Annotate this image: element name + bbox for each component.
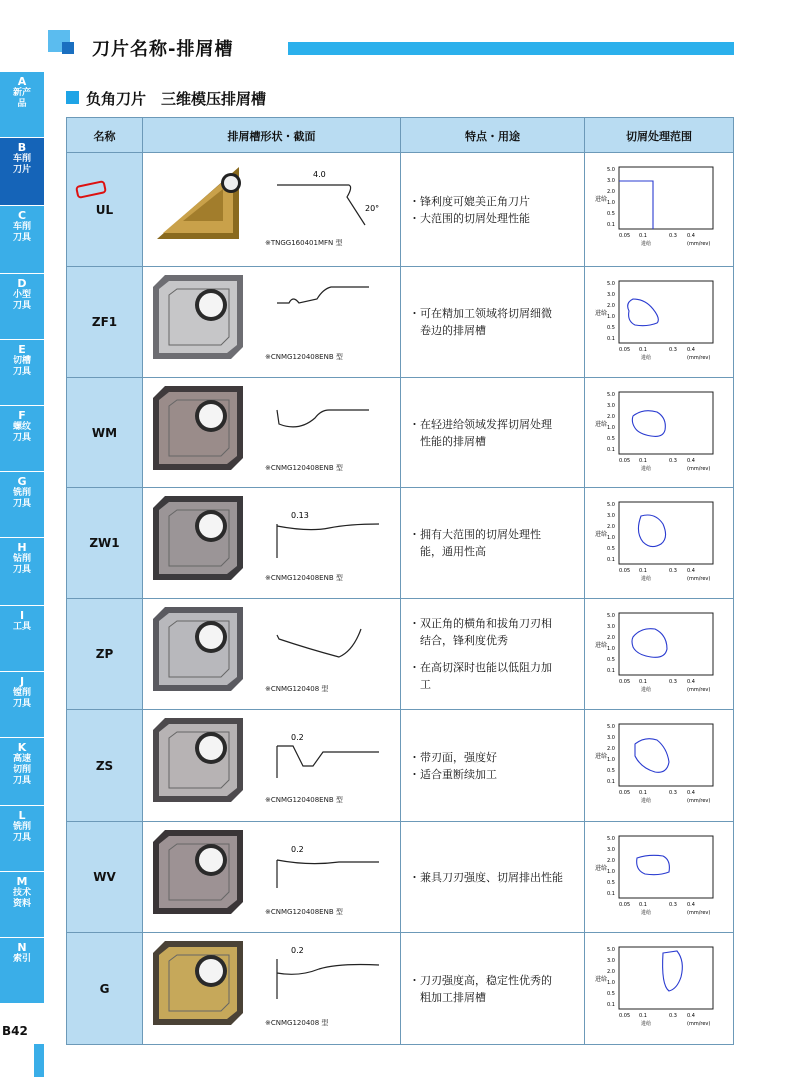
sidebar-tab-letter: L — [18, 809, 26, 822]
section-title: 负角刀片 三维模压排屑槽 — [86, 90, 267, 108]
y-tick-label: 5.0 — [607, 392, 615, 398]
insert-model-note: ※CNMG120408 型 — [265, 685, 329, 693]
shape-cell — [143, 378, 401, 487]
feature-line: ・拥有大范围的切屑处理性 — [409, 528, 541, 541]
feature-line: 卷边的排屑槽 — [409, 324, 486, 337]
sidebar-tab-label: 工具 — [12, 622, 31, 632]
sidebar-tab-i[interactable] — [0, 606, 44, 672]
y-tick-label: 0.1 — [607, 557, 615, 563]
x-tick-label: 0.1 — [639, 790, 647, 796]
table-row — [67, 710, 733, 822]
table-row — [67, 267, 733, 378]
sidebar-tab-label: 小型刀具 — [12, 290, 31, 311]
dimension-label: 0.13 — [291, 511, 309, 520]
y-tick-label: 2.0 — [607, 414, 615, 420]
sidebar-tab-label: 铣削刀具 — [12, 488, 31, 509]
bottom-strip — [34, 1044, 44, 1077]
header-shape: 排屑槽形状・截面 — [143, 118, 401, 153]
x-tick-label: 0.4 — [687, 568, 695, 574]
y-tick-label: 5.0 — [607, 281, 615, 287]
chipbreaker-name: WM — [67, 378, 143, 487]
chip-range-cell — [585, 267, 733, 377]
y-tick-label: 5.0 — [607, 836, 615, 842]
insert-model-note: ※CNMG120408ENB 型 — [265, 464, 343, 472]
features-cell — [401, 153, 585, 266]
y-tick-label: 2.0 — [607, 524, 615, 530]
x-axis-unit: (mm/rev) — [687, 910, 711, 916]
x-tick-label: 0.1 — [639, 233, 647, 239]
y-tick-label: 2.0 — [607, 189, 615, 195]
y-tick-label: 0.1 — [607, 668, 615, 674]
page-number: B42 — [2, 1024, 28, 1038]
features-cell — [401, 822, 585, 932]
y-tick-label: 5.0 — [607, 613, 615, 619]
y-tick-label: 2.0 — [607, 746, 615, 752]
x-axis-unit: (mm/rev) — [687, 355, 711, 361]
page-title: 刀片名称-排屑槽 — [92, 39, 234, 60]
x-tick-label: 0.05 — [619, 347, 631, 353]
x-axis-label: 进给 — [641, 466, 652, 472]
sidebar-tab-e[interactable] — [0, 340, 44, 406]
x-tick-label: 0.3 — [669, 347, 677, 353]
y-tick-label: 3.0 — [607, 958, 615, 964]
header-features: 特点・用途 — [401, 118, 585, 153]
feature-line: 能，通用性高 — [409, 545, 486, 558]
y-tick-label: 0.5 — [607, 325, 615, 331]
chipbreaker-name: UL — [67, 153, 143, 266]
y-tick-label: 2.0 — [607, 635, 615, 641]
y-tick-label: 0.5 — [607, 546, 615, 552]
sidebar-tab-m[interactable] — [0, 872, 44, 938]
sidebar-tab-label: 车削刀具 — [12, 222, 31, 243]
chip-range-chart — [593, 161, 727, 257]
x-tick-label: 0.05 — [619, 790, 631, 796]
insert-model-note: ※CNMG120408ENB 型 — [265, 353, 343, 361]
features-cell — [401, 599, 585, 709]
insert-image — [153, 161, 243, 245]
chapter-index-sidebar — [0, 72, 44, 1077]
sidebar-tab-letter: G — [17, 475, 27, 488]
y-tick-label: 0.1 — [607, 779, 615, 785]
chipbreaker-name: WV — [67, 822, 143, 932]
x-axis-unit: (mm/rev) — [687, 798, 711, 804]
sidebar-tab-letter: I — [19, 609, 25, 622]
sidebar-tab-f[interactable] — [0, 406, 44, 472]
x-tick-label: 0.1 — [639, 568, 647, 574]
shape-cell — [143, 267, 401, 377]
sidebar-tab-label: 索引 — [12, 954, 31, 964]
x-tick-label: 0.4 — [687, 347, 695, 353]
insert-model-note: ※TNGG160401MFN 型 — [265, 239, 343, 247]
sidebar-tab-c[interactable] — [0, 206, 44, 274]
feature-line: 结合，锋利度优秀 — [409, 634, 508, 647]
sidebar-tab-letter: D — [17, 277, 27, 290]
x-tick-label: 0.4 — [687, 679, 695, 685]
table-row — [67, 378, 733, 488]
x-tick-label: 0.4 — [687, 233, 695, 239]
x-tick-label: 0.1 — [639, 1013, 647, 1019]
x-tick-label: 0.3 — [669, 568, 677, 574]
x-tick-label: 0.1 — [639, 902, 647, 908]
x-axis-label: 进给 — [641, 910, 652, 916]
table-row — [67, 822, 733, 933]
features-cell — [401, 933, 585, 1044]
x-tick-label: 0.05 — [619, 458, 631, 464]
cross-section-profile — [269, 277, 389, 347]
chip-range-chart — [593, 386, 727, 482]
feature-line: ・适合重断续加工 — [409, 767, 497, 781]
cross-section-profile — [269, 832, 389, 902]
x-axis-label: 进给 — [641, 576, 652, 582]
y-tick-label: 0.5 — [607, 991, 615, 997]
sidebar-tab-letter: C — [17, 209, 27, 222]
y-tick-label: 2.0 — [607, 969, 615, 975]
sidebar-tab-label: 技术资料 — [12, 888, 31, 909]
sidebar-tab-letter: H — [17, 541, 27, 554]
table-header — [67, 118, 733, 153]
x-tick-label: 0.4 — [687, 1013, 695, 1019]
feature-line: ・在轻进给领域发挥切屑处理 — [409, 417, 552, 431]
y-axis-label: 进给 — [595, 642, 608, 649]
chipbreaker-name: ZF1 — [67, 267, 143, 377]
feature-line: ・带刃面，强度好 — [409, 750, 497, 764]
sidebar-tab-h[interactable] — [0, 538, 44, 606]
sidebar-tab-d[interactable] — [0, 274, 44, 340]
angle-label: 20° — [365, 204, 380, 213]
feature-line: ・大范围的切屑处理性能 — [409, 211, 530, 225]
insert-model-note: ※CNMG120408ENB 型 — [265, 574, 343, 582]
insert-model-note: ※CNMG120408 型 — [265, 1019, 329, 1027]
y-tick-label: 2.0 — [607, 858, 615, 864]
y-axis-label: 进给 — [595, 865, 608, 872]
y-axis-label: 进给 — [595, 421, 608, 428]
sidebar-tab-label: 车削刀片 — [12, 154, 31, 175]
y-tick-label: 3.0 — [607, 847, 615, 853]
chip-range-cell — [585, 822, 733, 932]
insert-image — [153, 941, 243, 1025]
x-tick-label: 0.05 — [619, 568, 631, 574]
features-cell — [401, 488, 585, 598]
chip-range-chart — [593, 830, 727, 926]
insert-image — [153, 275, 243, 359]
y-tick-label: 5.0 — [607, 724, 615, 730]
cross-section-profile — [269, 498, 389, 568]
table-row — [67, 599, 733, 710]
header-bar — [288, 42, 734, 55]
x-tick-label: 0.3 — [669, 902, 677, 908]
y-tick-label: 0.5 — [607, 436, 615, 442]
y-tick-label: 0.1 — [607, 447, 615, 453]
y-tick-label: 0.1 — [607, 891, 615, 897]
x-axis-label: 进给 — [641, 241, 652, 247]
y-axis-label: 进给 — [595, 531, 608, 538]
sidebar-tab-j[interactable] — [0, 672, 44, 738]
sidebar-tab-a[interactable] — [0, 72, 44, 138]
x-tick-label: 0.4 — [687, 790, 695, 796]
chip-range-chart — [593, 718, 727, 814]
chip-range-cell — [585, 710, 733, 821]
y-axis-label: 进给 — [595, 196, 608, 203]
shape-cell — [143, 599, 401, 709]
header-name: 名称 — [67, 118, 143, 153]
chip-range-cell — [585, 599, 733, 709]
shape-cell — [143, 488, 401, 598]
sidebar-tab-label: 铣削刀具 — [12, 822, 31, 843]
y-tick-label: 0.1 — [607, 336, 615, 342]
chipbreaker-name: ZS — [67, 710, 143, 821]
feature-line: ・锋利度可媲美正角刀片 — [409, 194, 530, 208]
shape-cell — [143, 710, 401, 821]
shape-cell — [143, 933, 401, 1044]
x-axis-unit: (mm/rev) — [687, 576, 711, 582]
y-tick-label: 0.5 — [607, 880, 615, 886]
x-tick-label: 0.4 — [687, 902, 695, 908]
feature-line: 粗加工排屑槽 — [409, 990, 486, 1004]
sidebar-tab-label: 新产品 — [12, 88, 31, 109]
dimension-label: 0.2 — [291, 845, 304, 854]
y-tick-label: 5.0 — [607, 947, 615, 953]
y-tick-label: 1.0 — [607, 869, 615, 875]
insert-model-note: ※CNMG120408ENB 型 — [265, 908, 343, 916]
sidebar-tab-label: 螺纹刀具 — [12, 422, 31, 443]
cross-section-profile — [269, 163, 389, 233]
insert-image — [153, 607, 243, 691]
table-row — [67, 153, 733, 267]
shape-cell — [143, 153, 401, 266]
y-tick-label: 3.0 — [607, 624, 615, 630]
y-tick-label: 1.0 — [607, 200, 615, 206]
x-tick-label: 0.05 — [619, 902, 631, 908]
x-tick-label: 0.1 — [639, 679, 647, 685]
y-tick-label: 1.0 — [607, 646, 615, 652]
chipbreaker-name: G — [67, 933, 143, 1044]
feature-line: ・可在精加工领域将切屑细微 — [409, 307, 552, 320]
x-tick-label: 0.4 — [687, 458, 695, 464]
feature-line: 性能的排屑槽 — [409, 434, 486, 448]
sidebar-tab-letter: A — [17, 75, 27, 88]
sidebar-tab-letter: K — [17, 741, 27, 754]
y-tick-label: 3.0 — [607, 178, 615, 184]
feature-line: ・兼具刀刃强度、切屑排出性能 — [409, 870, 563, 884]
sidebar-tab-letter: J — [19, 675, 25, 688]
sidebar-tab-label: 切槽刀具 — [12, 356, 31, 377]
shape-cell — [143, 822, 401, 932]
sidebar-tab-letter: M — [16, 875, 28, 888]
table-row — [67, 933, 733, 1044]
feature-line — [409, 649, 580, 659]
table-row — [67, 488, 733, 599]
chipbreaker-name: ZP — [67, 599, 143, 709]
chip-range-cell — [585, 488, 733, 598]
chip-range-chart — [593, 941, 727, 1037]
y-tick-label: 0.5 — [607, 211, 615, 217]
cross-section-profile — [269, 720, 389, 790]
feature-line: ・刀刃强度高，稳定性优秀的 — [409, 973, 552, 987]
x-axis-unit: (mm/rev) — [687, 1021, 711, 1027]
x-tick-label: 0.3 — [669, 458, 677, 464]
y-tick-label: 3.0 — [607, 513, 615, 519]
sidebar-tab-letter: N — [17, 941, 27, 954]
sidebar-tab-letter: B — [17, 141, 27, 154]
x-axis-unit: (mm/rev) — [687, 687, 711, 693]
x-tick-label: 0.3 — [669, 679, 677, 685]
chip-range-chart — [593, 607, 727, 703]
chip-range-cell — [585, 153, 733, 266]
sidebar-tab-k[interactable] — [0, 738, 44, 806]
chipbreaker-name: ZW1 — [67, 488, 143, 598]
chip-range-cell — [585, 933, 733, 1044]
y-tick-label: 2.0 — [607, 303, 615, 309]
chipbreaker-table — [66, 117, 734, 1045]
dimension-label: 0.2 — [291, 733, 304, 742]
features-cell — [401, 378, 585, 487]
x-axis-unit: (mm/rev) — [687, 466, 711, 472]
sidebar-tab-n[interactable] — [0, 938, 44, 1004]
y-tick-label: 1.0 — [607, 980, 615, 986]
x-tick-label: 0.1 — [639, 458, 647, 464]
y-tick-label: 5.0 — [607, 167, 615, 173]
sidebar-tab-label: 钻削刀具 — [12, 554, 31, 575]
x-axis-label: 进给 — [641, 687, 652, 693]
header-chip-range: 切屑处理范围 — [626, 129, 692, 143]
sidebar-tab-label: 高速切削刀具 — [12, 754, 31, 786]
y-axis-label: 进给 — [595, 753, 608, 760]
insert-image — [153, 386, 243, 470]
x-tick-label: 0.05 — [619, 233, 631, 239]
x-tick-label: 0.05 — [619, 1013, 631, 1019]
insert-image — [153, 496, 243, 580]
x-tick-label: 0.1 — [639, 347, 647, 353]
x-tick-label: 0.3 — [669, 1013, 677, 1019]
y-tick-label: 1.0 — [607, 425, 615, 431]
y-tick-label: 3.0 — [607, 735, 615, 741]
y-tick-label: 1.0 — [607, 314, 615, 320]
header-square-dark — [62, 42, 74, 54]
y-tick-label: 0.1 — [607, 1002, 615, 1008]
x-axis-unit: (mm/rev) — [687, 241, 711, 247]
subtitle-bullet — [66, 91, 79, 104]
y-tick-label: 1.0 — [607, 535, 615, 541]
chip-range-chart — [593, 275, 727, 371]
dimension-label: 0.2 — [291, 946, 304, 955]
x-tick-label: 0.3 — [669, 233, 677, 239]
x-axis-label: 进给 — [641, 355, 652, 361]
y-tick-label: 0.1 — [607, 222, 615, 228]
insert-image — [153, 718, 243, 802]
cross-section-profile — [269, 943, 389, 1013]
x-axis-label: 进给 — [641, 798, 652, 804]
sidebar-tab-letter: E — [18, 343, 26, 356]
y-axis-label: 进给 — [595, 976, 608, 983]
y-tick-label: 0.5 — [607, 768, 615, 774]
features-cell — [401, 710, 585, 821]
insert-image — [153, 830, 243, 914]
x-tick-label: 0.05 — [619, 679, 631, 685]
sidebar-tab-g[interactable] — [0, 472, 44, 538]
sidebar-tab-l[interactable] — [0, 806, 44, 872]
y-axis-label: 进给 — [595, 310, 608, 317]
chip-range-cell — [585, 378, 733, 487]
feature-line: 工 — [409, 678, 431, 691]
sidebar-tab-b[interactable] — [0, 138, 44, 206]
insert-model-note: ※CNMG120408ENB 型 — [265, 796, 343, 804]
y-tick-label: 3.0 — [607, 403, 615, 409]
chip-range-chart — [593, 496, 727, 592]
feature-line: ・在高切深时也能以低阻力加 — [409, 661, 552, 674]
sidebar-tab-letter: F — [18, 409, 26, 422]
features-cell — [401, 267, 585, 377]
x-axis-label: 进给 — [641, 1021, 652, 1027]
y-tick-label: 3.0 — [607, 292, 615, 298]
feature-line: ・双正角的横角和拔角刀刃相 — [409, 617, 552, 630]
y-tick-label: 0.5 — [607, 657, 615, 663]
dimension-label: 4.0 — [313, 170, 326, 179]
x-tick-label: 0.3 — [669, 790, 677, 796]
y-tick-label: 5.0 — [607, 502, 615, 508]
cross-section-profile — [269, 609, 389, 679]
sidebar-tab-label: 镗削刀具 — [12, 688, 31, 709]
cross-section-profile — [269, 388, 389, 458]
y-tick-label: 1.0 — [607, 757, 615, 763]
